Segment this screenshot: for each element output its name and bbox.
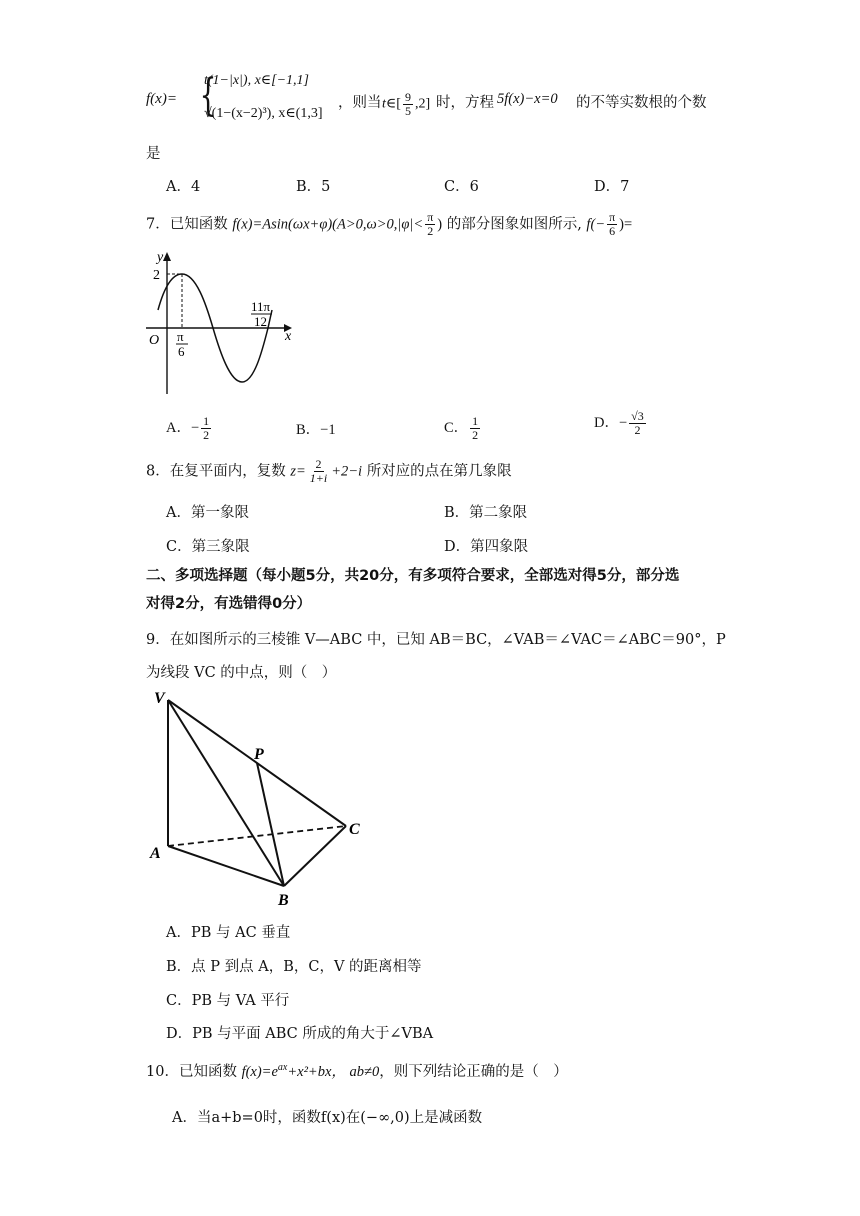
q7-tick-label-1-num: π <box>177 329 184 344</box>
section2-heading-line1: 二、多项选择题（每小题5分，共20分，有多项符合要求，全部选对得5分，部分选 <box>146 568 680 584</box>
q9-option-a: A．PB 与 AC 垂直 <box>166 925 291 941</box>
q7-y-label: y <box>157 250 164 265</box>
q7-sine-graph <box>140 248 310 398</box>
q6-text-c: 的不等实数根的个数 <box>576 95 707 111</box>
q6-text-a: ，则当 <box>338 95 382 111</box>
vertex-c-label: C <box>349 821 360 838</box>
q6-option-a: A．4 <box>166 179 201 195</box>
q6-case1: t(1−|x|), x∈[−1,1] <box>204 73 309 88</box>
q6-function-lhs: f(x)= <box>146 91 177 107</box>
q8-option-a: A．第一象限 <box>166 505 249 521</box>
q10-option-a: A．当a+b=0时，函数f(x)在(−∞,0)上是减函数 <box>172 1110 483 1126</box>
q6-case2: √(1−(x−2)³), x∈(1,3] <box>204 106 323 121</box>
q9-option-d: D．PB 与平面 ABC 所成的角大于∠VBA <box>166 1026 434 1042</box>
vertex-b-label: B <box>278 892 289 909</box>
edge-bc <box>284 826 346 886</box>
section2-heading-line2: 对得2分，有选错得0分） <box>146 596 312 612</box>
vertex-v-label: V <box>154 690 165 707</box>
q9-option-b: B．点 P 到点 A，B，C，V 的距离相等 <box>166 959 422 975</box>
q10-stem: 10．已知函数 $f(x)=e^{ax}+x^2+bx$， ab≠0，则下列结论正确的是（ ） <box>146 1062 568 1080</box>
vertex-p-label: P <box>254 746 264 763</box>
q6-text-b: 时，方程 <box>436 95 494 111</box>
q7-x-axis <box>146 324 292 332</box>
q9-stem-line2: 为线段 VC 的中点，则（ ） <box>146 665 337 681</box>
q8-option-c: C．第三象限 <box>166 539 250 555</box>
segment-pb <box>257 763 284 886</box>
q7-tick-label-2-num: 11π <box>251 299 271 314</box>
q7-stem: 7．已知函数 f(x)=Asin(ωx+φ)(A>0,ω>0,|φ|< $\frac{\pi}{2}$ ) 的部分图象如图所示, f(− $\frac{\pi}{6}$ )= <box>146 210 633 238</box>
q7-option-b: B．−1 <box>296 422 336 438</box>
q7-option-a: A．− $\frac{1}{2}$ <box>166 414 210 442</box>
q6-text-d: 是 <box>146 146 161 162</box>
q6-equation: 5f(x)−x=0 <box>497 91 558 107</box>
q7-amplitude-label: 2 <box>153 268 160 283</box>
q9-pyramid-figure <box>146 686 376 908</box>
q9-option-c: C．PB 与 VA 平行 <box>166 993 290 1009</box>
q8-stem: 8．在复平面内，复数 z= $\frac{2}{1+i}$ +2−i 所对应的点在第几象限 <box>146 457 512 485</box>
edge-ab <box>168 846 284 886</box>
q7-option-c: C． $\frac{1}{2}$ <box>444 414 479 442</box>
q8-option-d: D．第四象限 <box>444 539 529 555</box>
q7-tick-label-1-den: 6 <box>178 344 185 359</box>
q8-option-b: B．第二象限 <box>444 505 528 521</box>
q7-option-d: D．− $\frac{√3}{2}$ <box>594 409 644 437</box>
q7-origin-label: O <box>149 333 160 348</box>
q6-option-c: C．6 <box>444 179 479 195</box>
edge-vb <box>168 700 284 886</box>
vertex-a-label: A <box>150 845 161 862</box>
q7-tick-label-2-den: 12 <box>254 314 267 329</box>
q9-stem-line1: 9．在如图所示的三棱锥 V—ABC 中，已知 AB＝BC，∠VAB＝∠VAC＝∠ABC＝90°，P <box>146 632 726 648</box>
q6-option-b: B．5 <box>296 179 331 195</box>
q6-option-d: D．7 <box>594 179 630 195</box>
q7-y-axis <box>163 252 171 394</box>
q6-brace: { <box>199 70 217 121</box>
q7-x-label: x <box>285 329 292 344</box>
q6-condition-t: t∈[ $\frac{9}{5}$ ,2] <box>382 90 431 118</box>
